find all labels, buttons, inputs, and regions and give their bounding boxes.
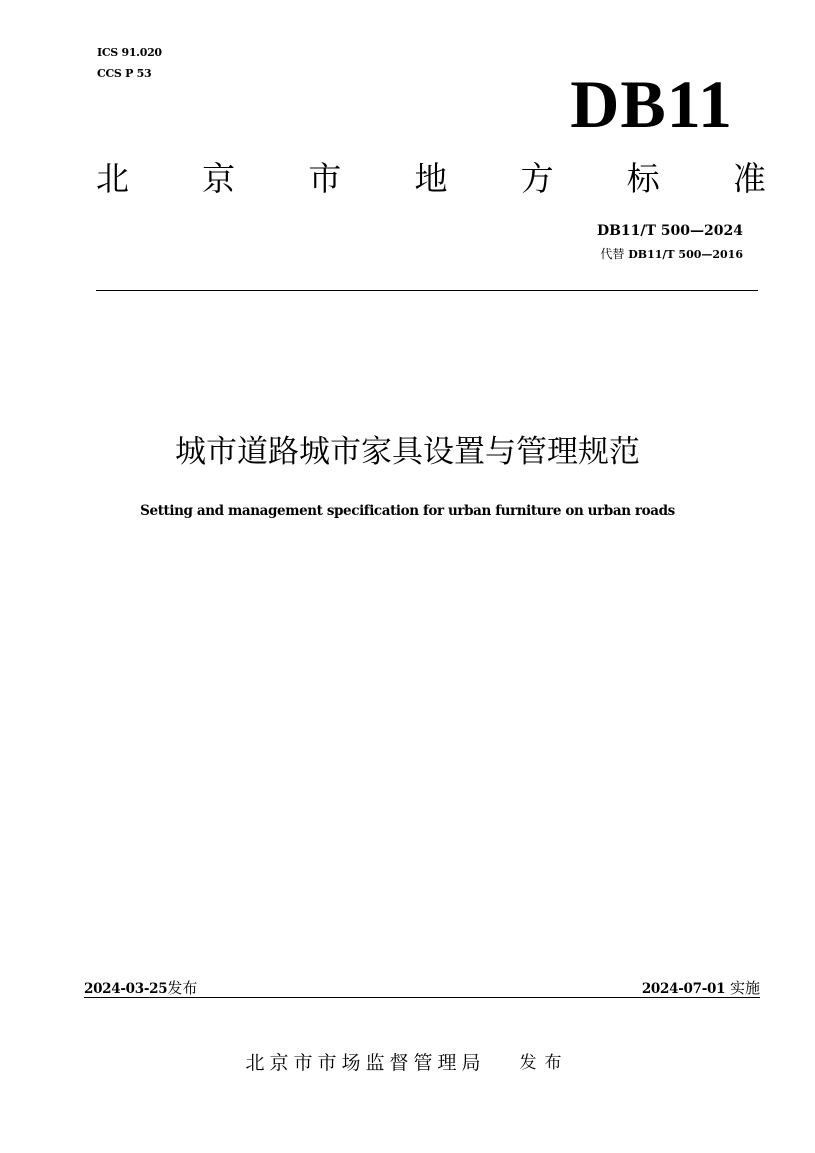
- replaces-number: DB11/T 500—2016: [628, 248, 743, 261]
- dates-divider: [84, 997, 760, 998]
- standard-number: DB11/T 500—2024: [596, 223, 743, 239]
- release-date: 2024-03-25: [84, 981, 168, 997]
- title-english: Setting and management specification for urban furniture on urban roads: [140, 503, 675, 519]
- issuer-row: [0, 1048, 815, 1078]
- replaces-line: [600, 244, 743, 265]
- standard-type-char: 市: [308, 159, 342, 198]
- issuer-name: 北京市市场监督管理局: [245, 1052, 486, 1074]
- implement-date: 2024-07-01: [641, 981, 726, 997]
- standard-type-char: 方: [520, 159, 554, 198]
- standard-type-char: 北: [96, 159, 129, 198]
- ccs-code: CCS P 53: [97, 67, 152, 80]
- standard-type-char: 标: [626, 159, 660, 198]
- implement-word: 实施: [729, 979, 760, 997]
- issue-word: 发布: [519, 1053, 570, 1073]
- standard-type-char: 地: [414, 159, 448, 198]
- standard-type: [96, 154, 766, 204]
- ics-code: ICS 91.020: [97, 46, 162, 59]
- standard-type-char: 京: [202, 159, 236, 198]
- release-word: 发布: [167, 979, 198, 997]
- replaces-label: 代替: [600, 247, 625, 261]
- title-chinese: 城市道路城市家具设置与管理规范: [175, 434, 640, 470]
- standard-type-char: 准: [732, 159, 766, 198]
- db11-logo: DB11: [570, 66, 733, 142]
- classification-codes: [97, 42, 162, 84]
- header-divider: [96, 290, 758, 291]
